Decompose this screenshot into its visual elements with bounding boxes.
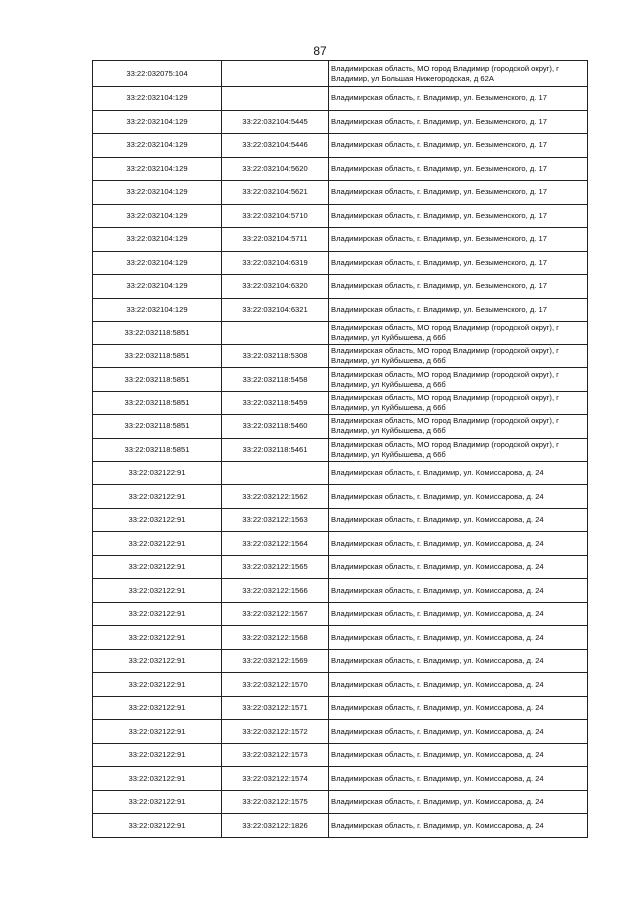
table-row	[93, 555, 588, 579]
address-cell: Владимирская область, г. Владимир, ул. Комиссарова, д. 24	[329, 720, 588, 744]
address-cell: Владимирская область, г. Владимир, ул. Комиссарова, д. 24	[329, 626, 588, 650]
table-row	[93, 391, 588, 414]
address-cell: Владимирская область, г. Владимир, ул. Комиссарова, д. 24	[329, 508, 588, 532]
table-row	[93, 87, 588, 111]
address-cell: Владимирская область, г. Владимир, ул. Безыменского, д. 17	[329, 204, 588, 228]
address-cell: Владимирская область, г. Владимир, ул. Безыменского, д. 17	[329, 228, 588, 252]
object-cell: 33:22:032122:1571	[222, 696, 329, 720]
table-row	[93, 61, 588, 87]
parcel-cell: 33:22:032104:129	[93, 110, 222, 134]
address-cell: Владимирская область, г. Владимир, ул. Безыменского, д. 17	[329, 134, 588, 158]
table-row	[93, 228, 588, 252]
parcel-cell: 33:22:032122:91	[93, 508, 222, 532]
parcel-cell: 33:22:032122:91	[93, 790, 222, 814]
parcel-cell: 33:22:032075:104	[93, 61, 222, 87]
table-row	[93, 298, 588, 322]
table-row	[93, 532, 588, 556]
object-cell: 33:22:032104:5710	[222, 204, 329, 228]
parcel-cell: 33:22:032122:91	[93, 767, 222, 791]
parcel-cell: 33:22:032118:5851	[93, 345, 222, 368]
parcel-cell: 33:22:032118:5851	[93, 391, 222, 414]
parcel-cell: 33:22:032122:91	[93, 461, 222, 485]
parcel-cell: 33:22:032104:129	[93, 204, 222, 228]
parcel-cell: 33:22:032122:91	[93, 720, 222, 744]
parcel-cell: 33:22:032122:91	[93, 696, 222, 720]
address-cell: Владимирская область, г. Владимир, ул. Безыменского, д. 17	[329, 275, 588, 299]
table-row	[93, 649, 588, 673]
object-cell: 33:22:032118:5458	[222, 368, 329, 391]
address-cell: Владимирская область, г. Владимир, ул. Комиссарова, д. 24	[329, 555, 588, 579]
parcel-cell: 33:22:032118:5851	[93, 415, 222, 438]
address-cell: Владимирская область, г. Владимир, ул. Безыменского, д. 17	[329, 298, 588, 322]
object-cell: 33:22:032118:5459	[222, 391, 329, 414]
table-row	[93, 251, 588, 275]
object-cell: 33:22:032104:5446	[222, 134, 329, 158]
address-cell: Владимирская область, г. Владимир, ул. Комиссарова, д. 24	[329, 790, 588, 814]
object-cell: 33:22:032122:1569	[222, 649, 329, 673]
address-cell: Владимирская область, г. Владимир, ул. Комиссарова, д. 24	[329, 743, 588, 767]
cadastral-table	[92, 60, 588, 838]
object-cell: 33:22:032122:1564	[222, 532, 329, 556]
object-cell: 33:22:032122:1572	[222, 720, 329, 744]
parcel-cell: 33:22:032122:91	[93, 485, 222, 509]
table-body	[93, 61, 588, 838]
object-cell: 33:22:032118:5460	[222, 415, 329, 438]
object-cell: 33:22:032122:1562	[222, 485, 329, 509]
table-row	[93, 368, 588, 391]
table-row	[93, 415, 588, 438]
address-cell: Владимирская область, МО город Владимир (городской округ), г Владимир, ул Куйбышева, д 66б	[329, 391, 588, 414]
object-cell: 33:22:032122:1574	[222, 767, 329, 791]
page-number: 87	[313, 44, 327, 58]
table-row	[93, 720, 588, 744]
object-cell: 33:22:032122:1563	[222, 508, 329, 532]
object-cell: 33:22:032122:1566	[222, 579, 329, 603]
parcel-cell: 33:22:032122:91	[93, 602, 222, 626]
parcel-cell: 33:22:032122:91	[93, 626, 222, 650]
address-cell: Владимирская область, г. Владимир, ул. Безыменского, д. 17	[329, 181, 588, 205]
table-row	[93, 767, 588, 791]
address-cell: Владимирская область, г. Владимир, ул. Комиссарова, д. 24	[329, 649, 588, 673]
parcel-cell: 33:22:032104:129	[93, 181, 222, 205]
object-cell: 33:22:032104:5445	[222, 110, 329, 134]
address-cell: Владимирская область, МО город Владимир (городской округ), г Владимир, ул Куйбышева, д 66б	[329, 368, 588, 391]
address-cell: Владимирская область, г. Владимир, ул. Комиссарова, д. 24	[329, 485, 588, 509]
table-row	[93, 275, 588, 299]
object-cell: 33:22:032118:5461	[222, 438, 329, 461]
object-cell: 33:22:032104:6321	[222, 298, 329, 322]
parcel-cell: 33:22:032104:129	[93, 157, 222, 181]
object-cell: 33:22:032104:5621	[222, 181, 329, 205]
parcel-cell: 33:22:032104:129	[93, 275, 222, 299]
table-row	[93, 508, 588, 532]
parcel-cell: 33:22:032122:91	[93, 579, 222, 603]
table-row	[93, 579, 588, 603]
table-row	[93, 461, 588, 485]
address-cell: Владимирская область, г. Владимир, ул. Комиссарова, д. 24	[329, 767, 588, 791]
table-row	[93, 602, 588, 626]
parcel-cell: 33:22:032104:129	[93, 228, 222, 252]
parcel-cell: 33:22:032122:91	[93, 555, 222, 579]
object-cell: 33:22:032104:5711	[222, 228, 329, 252]
object-cell: 33:22:032104:6320	[222, 275, 329, 299]
parcel-cell: 33:22:032104:129	[93, 298, 222, 322]
parcel-cell: 33:22:032122:91	[93, 673, 222, 697]
parcel-cell: 33:22:032122:91	[93, 743, 222, 767]
address-cell: Владимирская область, МО город Владимир (городской округ), г Владимир, ул Куйбышева, д 66б	[329, 438, 588, 461]
parcel-cell: 33:22:032122:91	[93, 814, 222, 838]
table-row	[93, 485, 588, 509]
table-row	[93, 157, 588, 181]
table-row	[93, 345, 588, 368]
address-cell: Владимирская область, г. Владимир, ул. Комиссарова, д. 24	[329, 532, 588, 556]
table-row	[93, 438, 588, 461]
address-cell: Владимирская область, г. Владимир, ул. Безыменского, д. 17	[329, 87, 588, 111]
address-cell: Владимирская область, г. Владимир, ул. Комиссарова, д. 24	[329, 673, 588, 697]
table-row	[93, 134, 588, 158]
address-cell: Владимирская область, г. Владимир, ул. Комиссарова, д. 24	[329, 602, 588, 626]
table-row	[93, 322, 588, 345]
table-row	[93, 673, 588, 697]
object-cell	[222, 61, 329, 87]
table-row	[93, 743, 588, 767]
address-cell: Владимирская область, г. Владимир, ул. Безыменского, д. 17	[329, 251, 588, 275]
address-cell: Владимирская область, МО город Владимир (городской округ), г Владимир, ул Куйбышева, д 66б	[329, 415, 588, 438]
object-cell: 33:22:032122:1570	[222, 673, 329, 697]
parcel-cell: 33:22:032122:91	[93, 649, 222, 673]
object-cell: 33:22:032122:1826	[222, 814, 329, 838]
table-row	[93, 204, 588, 228]
address-cell: Владимирская область, г. Владимир, ул. Комиссарова, д. 24	[329, 579, 588, 603]
parcel-cell: 33:22:032122:91	[93, 532, 222, 556]
object-cell: 33:22:032122:1567	[222, 602, 329, 626]
parcel-cell: 33:22:032104:129	[93, 134, 222, 158]
address-cell: Владимирская область, МО город Владимир (городской округ), г Владимир, ул Куйбышева, д 66б	[329, 322, 588, 345]
address-cell: Владимирская область, г. Владимир, ул. Безыменского, д. 17	[329, 110, 588, 134]
table-row	[93, 790, 588, 814]
parcel-cell: 33:22:032118:5851	[93, 322, 222, 345]
object-cell: 33:22:032104:5620	[222, 157, 329, 181]
parcel-cell: 33:22:032118:5851	[93, 438, 222, 461]
table-row	[93, 181, 588, 205]
object-cell: 33:22:032122:1568	[222, 626, 329, 650]
object-cell: 33:22:032122:1565	[222, 555, 329, 579]
object-cell	[222, 87, 329, 111]
parcel-cell: 33:22:032104:129	[93, 251, 222, 275]
object-cell	[222, 461, 329, 485]
address-cell: Владимирская область, г. Владимир, ул. Комиссарова, д. 24	[329, 696, 588, 720]
object-cell: 33:22:032118:5308	[222, 345, 329, 368]
object-cell: 33:22:032104:6319	[222, 251, 329, 275]
object-cell: 33:22:032122:1573	[222, 743, 329, 767]
address-cell: Владимирская область, г. Владимир, ул. Комиссарова, д. 24	[329, 814, 588, 838]
address-cell: Владимирская область, г. Владимир, ул. Безыменского, д. 17	[329, 157, 588, 181]
object-cell	[222, 322, 329, 345]
table-row	[93, 814, 588, 838]
table-row	[93, 626, 588, 650]
address-cell: Владимирская область, г. Владимир, ул. Комиссарова, д. 24	[329, 461, 588, 485]
address-cell: Владимирская область, МО город Владимир (городской округ), г Владимир, ул Куйбышева, д 66б	[329, 345, 588, 368]
table-row	[93, 696, 588, 720]
parcel-cell: 33:22:032104:129	[93, 87, 222, 111]
address-cell: Владимирская область, МО город Владимир (городской округ), г Владимир, ул Большая Нижегородская, д 62А	[329, 61, 588, 87]
table-row	[93, 110, 588, 134]
parcel-cell: 33:22:032118:5851	[93, 368, 222, 391]
object-cell: 33:22:032122:1575	[222, 790, 329, 814]
